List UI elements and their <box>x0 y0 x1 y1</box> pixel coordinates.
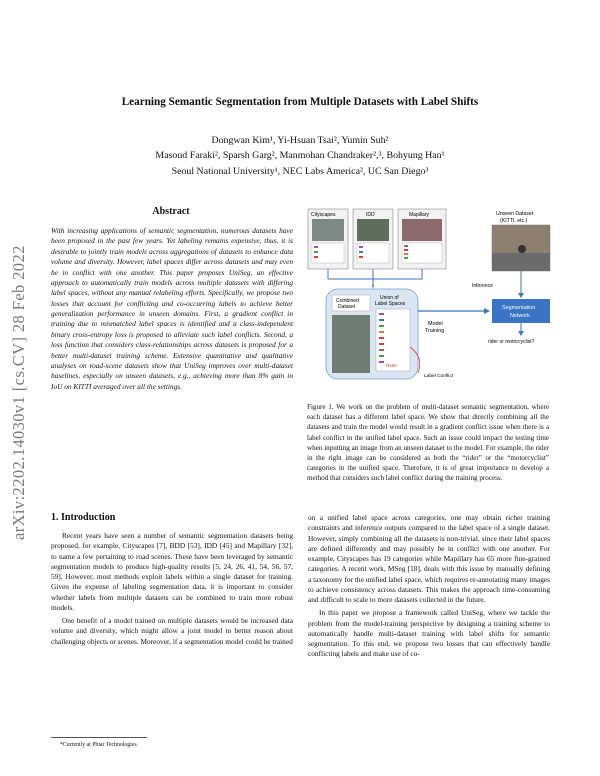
authors-line-2: Masoud Faraki², Sparsh Garg², Manmohan Chandraker²,³, Bohyung Han¹ <box>155 150 445 162</box>
unseen-label-2: (KITTI, etc.) <box>500 218 528 224</box>
dataset-label: Dataset <box>338 304 356 310</box>
cityscapes-image <box>312 219 344 241</box>
model-label: Model <box>428 321 443 327</box>
unseen-label-1: Unseen Dataset <box>496 211 534 217</box>
mapillary-label: Mapillary <box>409 212 430 218</box>
arxiv-identifier: arXiv:2202.14030v1 [cs.CV] 28 Feb 2022 <box>9 245 28 540</box>
inference-label: Inference <box>472 283 493 289</box>
idd-image <box>357 219 389 241</box>
idd-label: IDD <box>366 212 375 218</box>
union-label-2: Label Spaces <box>375 301 406 307</box>
training-label: Training <box>425 328 445 334</box>
authors-line-1: Dongwan Kim¹, Yi-Hsuan Tsai², Yumin Suh² <box>211 135 389 146</box>
footnote-divider <box>51 737 147 738</box>
paper-title: Learning Semantic Segmentation from Multiple Datasets with Label Shifts <box>121 96 479 108</box>
figure-diagram <box>306 207 554 383</box>
intro-left-column <box>51 531 293 647</box>
cityscapes-label: Cityscapes <box>311 212 336 218</box>
combined-image-stack <box>332 315 370 373</box>
mapillary-image <box>402 219 442 241</box>
intro-paragraph-3: on a unified label space across categories, one may obtain richer training constraints and inference outputs compared to the label space of a single dataset. However, simply combining all the datasets is non-trivial, since their label spaces are defined differently and may possibly be in conflict with one another. For example, Cityscapes has 19 categories while Mapillary has 65 more fine-grained categories. A recent work, MSeg [18], deals with this issue by manually defining a taxonomy for the unified label space, which requires re-annotating many images to achieve consistency across datasets. This makes the approach time-consuming and difficult to scale to more datasets collected in the future. <box>308 513 550 604</box>
abstract-body <box>51 226 293 392</box>
segnet-label-2: Network <box>510 313 530 319</box>
combined-label: Combined <box>336 298 359 304</box>
rider-question-label: rider or motorcyclist? <box>488 339 535 345</box>
introduction-heading: 1. Introduction <box>51 512 116 523</box>
abstract-text: With increasing applications of semantic segmentation, numerous datasets have been proposed in the past few years. Yet labeling remains expensive, thus, it is desirable to jointly train models across aggregations of datasets to enhance data volume and diversity. However, label spaces differ across datasets and may even be in conflict with one another. This paper proposes UniSeg, an effective approach to automatically train models across multiple datasets with differing label spaces, without any manual relabeling efforts. Specifically, we propose two losses that account for conflicting and co-occurring labels to achieve better generalization performance in unseen domains. First, a gradient conflict in training due to mismatched label spaces is identified and a class-independent binary cross-entropy loss is proposed to alleviate such label conflicts. Second, a loss function that considers class-relationships across datasets is proposed for a better multi-dataset training scheme. Extensive quantitative and qualitative analyses on road-scene datasets show that UniSeg improves over multi-dataset baselines, especially on unseen datasets, e.g., achieving more than 8% gain in IoU on KITTI averaged over all the settings. <box>51 226 293 391</box>
intro-paragraph-4: In this paper we propose a framework called UniSeg, where we tackle the problem from the model-training perspective by designing a training scheme to automatically handle multi-dataset training with label shifts for semantic segmentation. To this end, we propose two losses that can effectively handle conflicting labels and make use of co- <box>308 608 550 659</box>
figure-1 <box>306 207 554 383</box>
affiliations-line: Seoul National University¹, NEC Labs America², UC San Diego³ <box>171 165 429 177</box>
intro-right-column <box>308 513 550 660</box>
author-block <box>60 133 540 179</box>
intro-paragraph-2: One benefit of a model trained on multiple datasets would be increased data volume and diversity, which might allow a joint model to better reason about challenging objects or scenes. Moreover, if a segmentation model could be trained <box>51 616 293 646</box>
figure-1-caption: Figure 1. We work on the problem of multi-dataset semantic segmentation, where each dataset has a different label space. We show that directly combining all the datasets and train the model would result in a gradient conflict issue when there is a label conflict in the unified label space. Such an issue could impact the testing time when inputting an image from an unseen dataset to the model. For example, the rider in the right image can be considered as both the “rider” or the “motorcyclist” categories in the unified space. Therefore, it is of great importance to develop a method that considers such label conflict during the training process. <box>307 403 549 483</box>
footnote: *Currently at Phiar Technologies. <box>60 742 139 748</box>
union-label-1: Union of <box>380 295 399 301</box>
intro-paragraph-1: Recent years have seen a number of semantic segmentation datasets being proposed, for example, Cityscapes [7], BDD [53], IDD [45] and Mapillary [32], to name a few pertaining to road scenes. These have been leveraged by semantic segmentation models to produce high-quality results [5, 24, 26, 41, 54, 56, 57, 59]. However, most methods exploit labels within a single dataset for training. Given the expense of labeling segmentation data, it is important to consider whether labels from multiple datasets can be combined to train more robust models. <box>51 531 293 612</box>
segmentation-network-box <box>492 299 550 323</box>
abstract-heading: Abstract <box>152 206 190 217</box>
rider-label: Rider <box>386 363 397 368</box>
segnet-label-1: Segmentation <box>502 305 536 311</box>
label-conflict-text: Label Conflict <box>424 374 454 379</box>
